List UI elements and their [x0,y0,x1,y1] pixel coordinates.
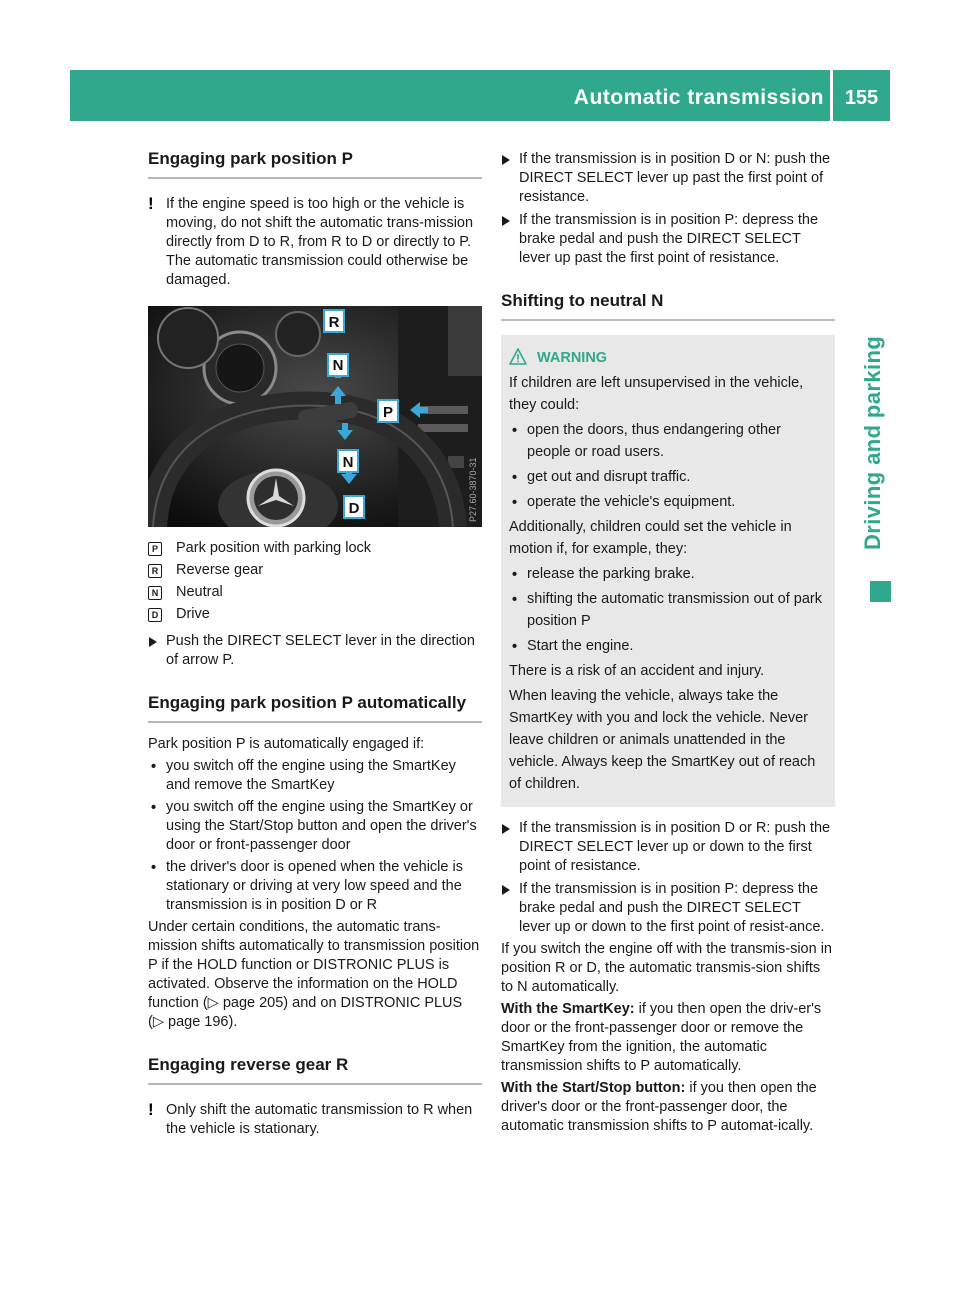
smartkey-label: With the SmartKey: [501,1001,635,1017]
legend-text: Neutral [176,584,223,600]
exclamation-icon: ! [148,1100,154,1119]
bullet-icon: • [151,860,157,876]
section-marker [870,581,891,602]
list-item-text: operate the vehicle's equipment. [527,494,736,510]
list-item-text: release the parking brake. [527,566,695,582]
list-item [148,798,482,855]
notice-engine-speed [148,195,482,290]
image-code: P27.60-3870-31 [468,457,478,522]
legend-drive [148,605,482,624]
instruction-text: Push the DIRECT SELECT lever in the direction of arrow P. [166,633,475,668]
bullet-icon: • [512,495,518,511]
heading-reverse: Engaging reverse gear R [148,1054,482,1085]
start-stop-paragraph [501,1079,835,1136]
list-item-text: you switch off the engine using the SmartKey and remove the SmartKey [166,758,456,793]
instruction-d-or-n [501,150,835,207]
warning-label: WARNING [537,350,608,366]
right-column [501,150,835,1136]
list-item [509,588,825,632]
bullet-icon: • [512,567,518,583]
legend-text: Reverse gear [176,562,264,578]
bullet-icon: • [512,423,518,439]
list-item [148,858,482,915]
key-d-icon: D [148,608,162,622]
legend-reverse [148,561,482,580]
label-n-lower: N [342,454,354,471]
list-item-text: Start the engine. [527,638,634,654]
bullet-icon: • [512,470,518,486]
intro-text: Park position P is automatically engaged if: [148,736,425,752]
list-item-text: the driver's door is opened when the vehicle is stationary or driving at very low speed and the transmission is in position D or R [166,859,463,913]
warning-risk: There is a risk of an accident and injury. [509,663,765,679]
notice-text: If the engine speed is too high or the vehicle is moving, do not shift the automatic trans-mission directly from D to R, from R to D or directly to P. The automatic transmission could otherwise be damaged. [166,196,474,288]
list-item [148,757,482,795]
heading-park-auto: Engaging park position P automatically [148,692,482,723]
warning-intro: If children are left unsupervised in the vehicle, they could: [509,375,804,413]
legend-text: Drive [176,606,210,622]
label-n-upper: N [332,357,344,374]
list-item-text: open the doors, thus endangering other people or road users. [527,422,781,460]
arrow-bullet-icon [149,637,157,647]
page-title: Automatic transmission [573,86,824,109]
section-label: Driving and parking [860,335,885,550]
arrow-bullet-icon [502,885,510,895]
arrow-bullet-icon [502,155,510,165]
warning-triangle-icon [509,348,527,365]
list-item [509,635,825,657]
hold-distronic-paragraph: Under certain conditions, the automatic trans-mission shifts automatically to transmission position P if the HOLD function or DISTRONIC PLUS is activated. Observe the information on the HOLD function (▷ page 205) and on DISTRONIC PLUS (▷ page 196). [148,919,480,1030]
instruction-text: If the transmission is in position D or N: push the DIRECT SELECT lever up past the first point of resistance. [519,151,831,205]
start-stop-label: With the Start/Stop button: [501,1080,686,1096]
list-item [509,419,825,463]
instruction-d-or-r [501,819,835,876]
heading-neutral: Shifting to neutral N [501,290,835,321]
label-r: R [328,314,340,331]
arrow-bullet-icon [502,824,510,834]
notice-text: Only shift the automatic transmission to R when the vehicle is stationary. [166,1102,473,1137]
instruction-text: If the transmission is in position P: depress the brake pedal and push the DIRECT SELECT lever up or down to the first point of resist-ance. [519,881,825,935]
warning-mid: Additionally, children could set the vehicle in motion if, for example, they: [509,519,792,557]
list-item [509,491,825,513]
key-r-icon: R [148,564,162,578]
legend-text: Park position with parking lock [176,540,372,556]
instruction-p [501,211,835,268]
smartkey-paragraph [501,1000,835,1076]
engine-off-paragraph: If you switch the engine off with the transmis-sion in position R or D, the automatic transmis-sion shifts to N automatically. [501,941,832,995]
instruction-push-lever [148,632,482,670]
list-item [509,563,825,585]
notice-reverse [148,1101,482,1139]
arrow-bullet-icon [502,216,510,226]
warning-advice: When leaving the vehicle, always take the SmartKey with you and lock the vehicle. Never leave children or animals unattended in the vehicle. Always keep the SmartKey out of reach of children. [509,688,816,792]
warning-title [509,347,825,369]
bullet-icon: • [151,800,157,816]
start-stop-text: if you then open the driver's door or the front-passenger door, the automatic transmission shifts to P automat-ically. [501,1080,817,1134]
label-d: D [348,500,360,517]
left-column [148,148,482,1139]
side-tab [858,250,898,550]
legend-park [148,539,482,558]
list-item-text: shifting the automatic transmission out of park position P [527,591,822,629]
bullet-icon: • [512,592,518,608]
legend-neutral [148,583,482,602]
smartkey-text: if you then open the driv-er's door or the front-passenger door or remove the SmartKey from the ignition, the automatic transmission shifts to P automatically. [501,1001,822,1074]
instruction-text: If the transmission is in position D or R: push the DIRECT SELECT lever up or down to the first point of resistance. [519,820,831,874]
warning-box [501,335,835,807]
steering-wheel-image [148,306,482,527]
bullet-icon: • [512,639,518,655]
list-item-text: get out and disrupt traffic. [527,469,691,485]
selector-lever-photo [148,306,482,527]
bullet-icon: • [151,759,157,775]
key-p-icon: P [148,542,162,556]
instruction-text: If the transmission is in position P: depress the brake pedal and push the DIRECT SELECT lever up past the first point of resistance. [519,212,819,266]
list-item-text: you switch off the engine using the SmartKey or using the Start/Stop button and open the driver's door or front-passenger door [166,799,477,853]
exclamation-icon: ! [148,194,154,213]
instruction-p-neutral [501,880,835,937]
key-n-icon: N [148,586,162,600]
heading-park-position: Engaging park position P [148,148,482,179]
label-p: P [382,404,394,421]
list-item [509,466,825,488]
page-number: 155 [844,87,879,109]
